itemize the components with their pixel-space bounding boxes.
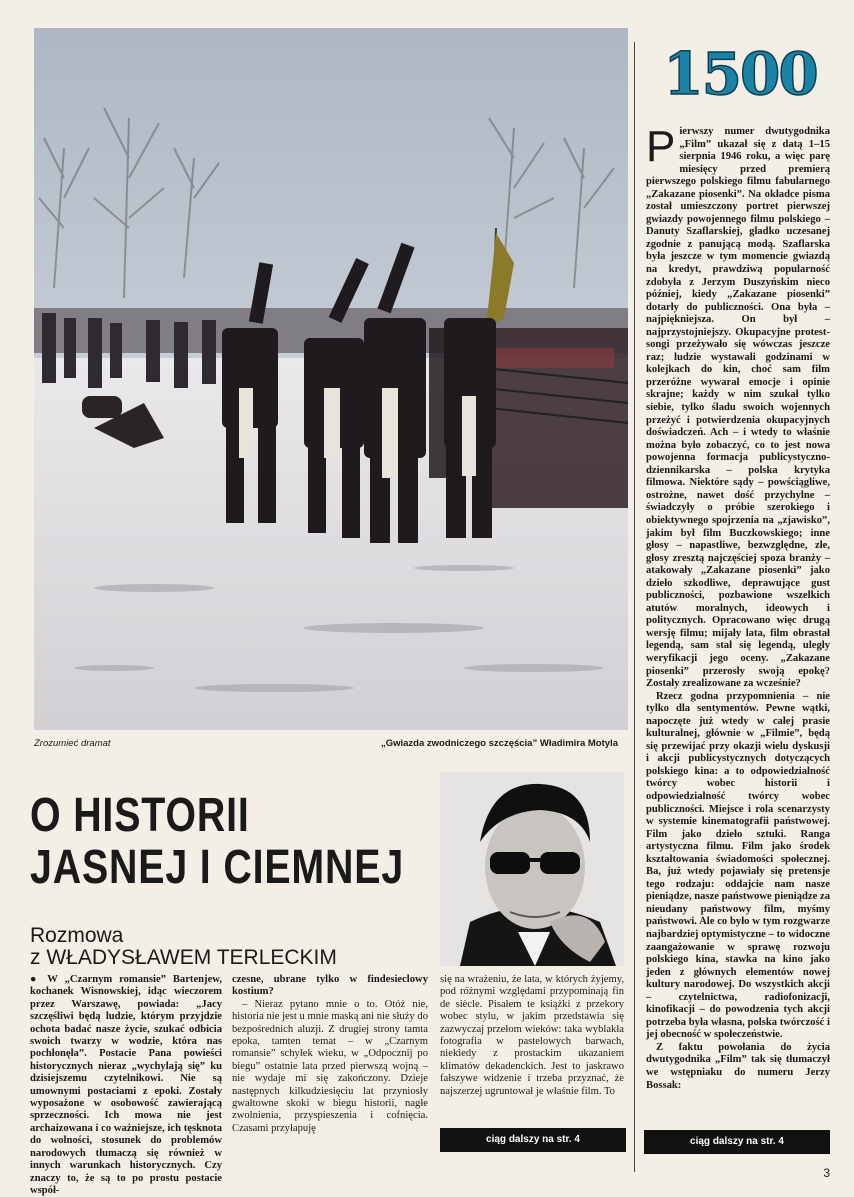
- article-answer: – Nieraz pytano mnie o to. Otóż nie, historia nie jest u mnie maską ani nie służy do bezpośrednich aluzji. Z drugiej strony tamta epoka, tamten temat – w „Czarnym romansie” schyłek wieku, w „Odpocznij po biegu” ostatnie lata przed pierwszą wojną – nie wydaje mi się zakończony. Dzieje następnych kilkudziesięciu lat przyniosły gwałtowne skoki w biegu historii, nagłe zwolnienia, przyspieszenia i cofnięcia. Czasami przyłapuję: [232, 998, 428, 1134]
- headline-line-2: JASNEJ I CIEMNEJ: [30, 841, 405, 894]
- sidebar-paragraph-1: Pierwszy numer dwutygodnika „Film” ukazał się z datą 1–15 sierpnia 1946 roku, a więc parę miesięcy przed premierą pierwszego polskiego filmu fabularnego „Zakazane piosenki”. Na okładce pisma został umieszczony portret pierwszej gwiazdy powojennego filmu polskiego – Danuty Szaflarskiej, gładko uczesanej zgodnie z panującą modą. Szaflarska była jeszcze w tym momencie gwiazdą na kredyt, prawdziwą popularność zdobyła z Jerzym Duszyńskim nieco później, kiedy „Zakazane piosenki” dotarły do publiczności. Ona była – najpiękniejsza. On był – najprzystojniejszy. Okupacyjne protest-songi przeżywało się wówczas jeszcze raz; ludzie wystawali godzinami w kolejkach do kin, choć sam film przeróżne wywarał emocje i opinie skrajne; każdy w nim szukał tylko siebie, tylko śladu swoich wojennych przeżyć i potwierdzenia okupacyjnych doświadczeń. Ach – i wtedy to właśnie można było zobaczyć, co to jest nowa powojenna formacja publicystyczno-dziennikarska – polska krytyka filmowa. Niektóre sądy – powściągliwe, ostrożne, nawet dość przychylne – świadczyły o próbie szerokiego i obiektywnego spojrzenia na „zjawisko”, jakim był film Buczkowskiego; inne głosy – napastliwe, bezwzględne, złe, głosy zresztą najczęściej spoza branży – atakowały „Zakazane piosenki” jako dzieło szkodliwe, deprawujące gust publiczności, pozbawione wszelkich atutów moralnych, ideowych i politycznych. Opracowano więc drugą wersję filmu; mijały lata, film obrastał legendą, sam stał się legendą, uległy weryfikacji jego oceny. „Zakazane piosenki” przerosły swoją epokę? Zostały zrealizowane za wcześnie?: [646, 122, 830, 690]
- sidebar-continued-bar: ciąg dalszy na str. 4: [644, 1130, 830, 1154]
- film-still-photo: [34, 28, 628, 730]
- article-answer-continued: się na wrażeniu, że lata, w których żyjemy, pod różnymi względami przypominają fin de siècle. Pisałem te książki z przekory wobec stylu, w jakim przedstawia się zazwyczaj przełom wieków: taka wyblakła fotografia w pastelowych barwach, niekiedy z prostackim ukazaniem klimatów dekadenckich. Jest to jaskrawo fałszywe widzenie i trzeba przyznać, że najszerzej ugruntował je właśnie film. To: [440, 974, 624, 1097]
- sidebar-paragraph-2: Rzecz godna przypomnienia – nie tylko dla sentymentów. Pewne wątki, napoczęte już wtedy w całej prasie kulturalnej, głównie w „Filmie”, będą się przewijać przy okazji wielu dyskusji i akcji publicystycznych dotyczących polskiego kina: a to odpowiedzialność twórcy wobec historii i odpowiedzialność twórcy wobec publiczności. Miejsce i rola scenarzysty w systemie kinematografii państwowej. Film jako dzieło sztuki. Ranga artystyczna filmu. Film jako środek kształtowania świadomości społecznej. Ba, już wtedy pojawiały się pretensje tego rodzaju: oddajcie nam nasze pieniądze, nasze państwowe pieniądze za nieudany państwowy film, myśmy państwowi. Ale co było w tym rozgwarze najbardziej optymistyczne – to widoczne zaangażowanie w sprawę rozwoju polskiego kina, stawka na kino jako jeden z głównych elementów nowej kultury narodowej. Do wszystkich akcji – czytelnictwa, radiofonizacji, kinofikacji – do powodzenia tych akcji potrzeba była własna, polska twórczość i jej obecność w społeczeństwie.: [646, 690, 830, 1041]
- anniversary-number: [648, 38, 832, 108]
- photo-caption-left: Zrozumieć dramat: [34, 738, 111, 749]
- article-headline: [30, 789, 405, 894]
- sidebar-article: [646, 122, 830, 1092]
- article-column-1: [30, 974, 222, 1197]
- article-intro-question: ● W „Czarnym romansie” Bartenjew, kochanek Wisnowskiej, idąc wieczorem przez Warszawę, powiada: „Jacy szczęśliwi będą ludzie, którym przyjdzie ochota badać nasze życie, szukać odbicia swoich twarzy w wodzie, która nas pochłonęła”. Postacie Pana powieści historycznych nieraz „wychylają się” ku dzisiejszemu czytelnikowi. Nie są umownymi postaciami z epoki. Zostały wyposażone w osobowość zawierającą sprzeczności. Ich mowa nie jest archaizowana i co ważniejsze, ich tęsknota do wolności, stosunek do problemów narodowych tłumaczą się również w innych warunkach historycznych. Czy znaczy to, że są to po prostu postacie współ-: [30, 974, 222, 1196]
- drop-cap: P: [646, 122, 676, 171]
- article-column-3: [440, 974, 624, 1098]
- continued-on-page-bar: ciąg dalszy na str. 4: [440, 1128, 626, 1152]
- author-portrait-photo: [440, 772, 624, 966]
- photo-caption-right: „Gwiazda zwodniczego szczęścia” Władimira Motyla: [380, 738, 618, 749]
- article-subtitle: [30, 925, 337, 969]
- page-number: 3: [823, 1166, 830, 1180]
- article-question-end: czesne, ubrane tylko w findesieclowy kostium?: [232, 974, 428, 998]
- article-column-2: [232, 974, 428, 1135]
- headline-line-1: O HISTORII: [30, 789, 250, 842]
- subtitle-line-2: z WŁADYSŁAWEM TERLECKIM: [30, 946, 337, 969]
- sidebar-paragraph-3: Z faktu powołania do życia dwutygodnika „Film” tak się tłumaczył we wstępniaku do numeru Jerzy Bossak:: [646, 1041, 830, 1091]
- column-divider: [634, 42, 635, 1172]
- anniversary-number-text: 1500: [663, 40, 817, 108]
- subtitle-line-1: Rozmowa: [30, 924, 124, 947]
